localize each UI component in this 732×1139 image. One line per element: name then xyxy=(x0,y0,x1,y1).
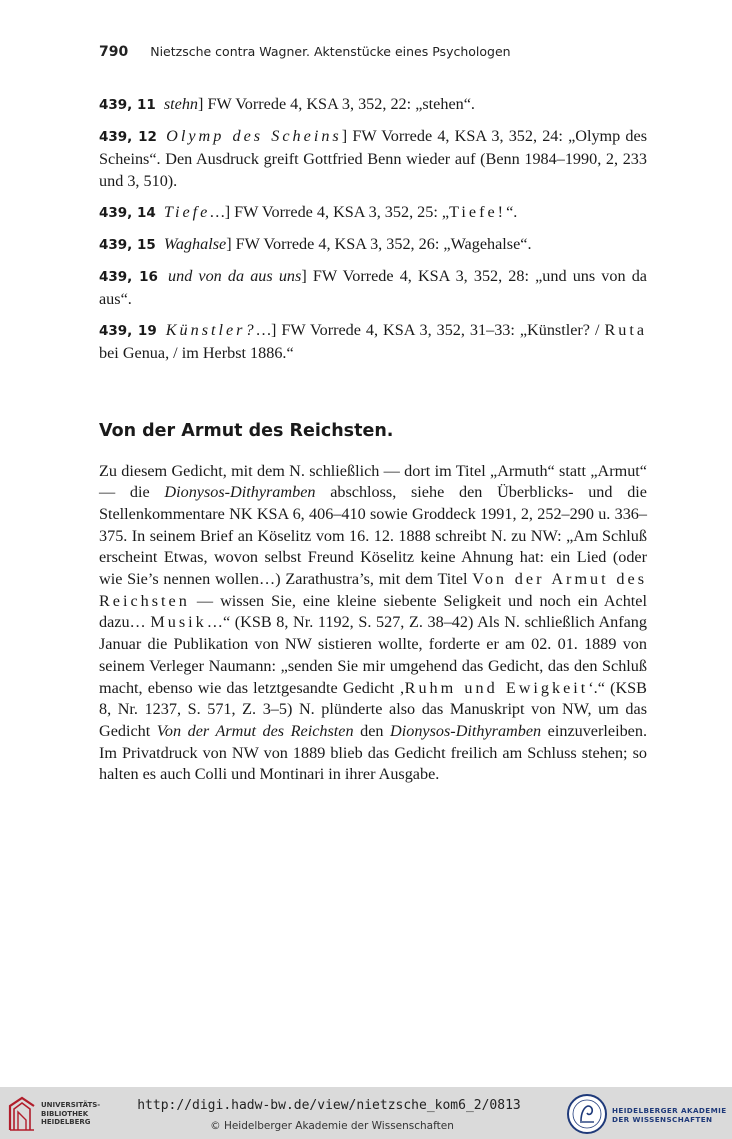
note-text: ] FW Vorrede 4, KSA 3, 352, 25: „ xyxy=(224,202,450,221)
paragraph-text: Zu diesem Gedicht, mit dem N. schließlich — dort im Titel „Armuth“ statt „Armut“ — die xyxy=(99,461,647,502)
document-url[interactable]: http://digi.hadw-bw.de/view/nietzsche_kom6_2/0813 xyxy=(137,1098,521,1113)
italic-title: Dionysos-Dithyramben xyxy=(390,721,542,740)
paragraph-text: ‘.“ (KSB 8, Nr. 1237, S. 571, Z. 3–5) N. plünderte also das Manuskript von NW, um das Gedicht xyxy=(99,678,647,740)
line-reference: 439, 15 xyxy=(99,237,156,254)
note-text: ] FW Vorrede 4, KSA 3, 352, 28: „und uns von da aus“. xyxy=(99,267,647,308)
line-reference: 439, 16 xyxy=(99,269,158,286)
paragraph-text: abschloss, siehe den Überblicks- und die Stellenkommentare NK KSA 6, 406–410 sowie Groddeck 1991, 2, 252–290 u. 336–375. In seinem Brief an Köselitz vom 16. 12. 1888 schreibt N. zu NW: „Am Schluß erscheint Etwas, wovon selbst Freund Köselitz keine Ahnung hat: ein Lied (oder wie Sie’s nennen wollen…) Zarathustra’s, mit dem Titel xyxy=(99,483,647,589)
running-title: Nietzsche contra Wagner. Aktenstücke eines Psychologen xyxy=(150,44,511,59)
running-head xyxy=(99,44,647,60)
lemma-ellipsis: … xyxy=(256,321,271,340)
line-reference: 439, 14 xyxy=(99,204,156,221)
italic-title: Von der Armut des Reichsten xyxy=(156,721,354,740)
commentary-note xyxy=(99,320,647,364)
spaced-quote: Tiefe! xyxy=(449,202,507,221)
spaced-quote: Ruta xyxy=(604,321,648,340)
lemma: und von da aus uns xyxy=(168,267,302,286)
lemma: Künstler? xyxy=(165,321,257,340)
paragraph-text: einzuverleiben. Im Privatdruck von NW von 1889 blieb das Gedicht freilich am Schluss stehen; so halten es auch Colli und Montinari in ihrer Ausgabe. xyxy=(99,721,647,784)
academy-logo[interactable] xyxy=(566,1093,728,1135)
commentary-note xyxy=(99,94,647,117)
spaced-emphasis: Von der Armut des Reichsten xyxy=(99,570,647,610)
line-reference: 439, 11 xyxy=(99,97,156,113)
line-reference: 439, 19 xyxy=(99,323,157,340)
copyright-notice: © Heidelberger Akademie der Wissenschaften xyxy=(210,1120,454,1132)
note-text-end: “. xyxy=(506,202,518,221)
spaced-emphasis: Musik xyxy=(150,613,207,632)
note-text: ] FW Vorrede 4, KSA 3, 352, 22: „stehen“. xyxy=(198,95,475,113)
paragraph-text: …“ (KSB 8, Nr. 1192, S. 527, Z. 38–42) Als N. schließlich Anfang Januar die Publikation von NW sistieren wollte, forderte er am 02. 01. 1889 von seinem Verleger Naumann: „senden Sie mir umgehend das Gedicht, das den Schluß macht, ebenso wie das letztgesandte Gedicht ‚ xyxy=(99,613,647,697)
note-text: ] FW Vorrede 4, KSA 3, 352, 24: „Olymp des Scheins“. Den Ausdruck greift Gottfried Benn wieder auf (Benn 1984–1990, 2, 233 und 3, 510). xyxy=(99,127,648,190)
note-text: ] FW Vorrede 4, KSA 3, 352, 26: „Wagehalse“. xyxy=(226,235,532,254)
footer-bar xyxy=(0,1087,732,1139)
commentary-note xyxy=(99,126,647,192)
lemma: Tiefe xyxy=(163,202,211,221)
lemma-ellipsis: … xyxy=(210,202,225,221)
academy-seal-icon xyxy=(566,1093,608,1135)
spaced-emphasis: Ruhm und Ewigkeit xyxy=(404,678,589,697)
note-text: ] FW Vorrede 4, KSA 3, 352, 31–33: „Künstler? / xyxy=(270,321,605,340)
paragraph-text: den xyxy=(353,721,391,740)
italic-title: Dionysos-Dithyramben xyxy=(164,483,316,502)
note-text-end: bei Genua, / im Herbst 1886.“ xyxy=(99,343,294,362)
lemma: Waghalse xyxy=(163,235,227,254)
commentary-note xyxy=(99,234,647,257)
commentary-note xyxy=(99,266,647,310)
library-name: UNIVERSITÄTS- BIBLIOTHEK HEIDELBERG xyxy=(41,1101,101,1126)
section-heading: Von der Armut des Reichsten. xyxy=(99,420,394,441)
commentary-note xyxy=(99,202,647,225)
page-content xyxy=(99,94,647,786)
section-paragraph xyxy=(99,461,647,787)
paragraph-text: — wissen Sie, eine kleine siebente Seligkeit und noch ein Achtel dazu… xyxy=(99,591,647,632)
line-reference: 439, 12 xyxy=(99,129,157,146)
lemma: Olymp des Scheins xyxy=(166,127,342,146)
lemma: stehn xyxy=(163,95,199,113)
academy-name: HEIDELBERGER AKADEMIE DER WISSENSCHAFTEN xyxy=(612,1106,727,1124)
page-number: 790 xyxy=(99,44,129,60)
